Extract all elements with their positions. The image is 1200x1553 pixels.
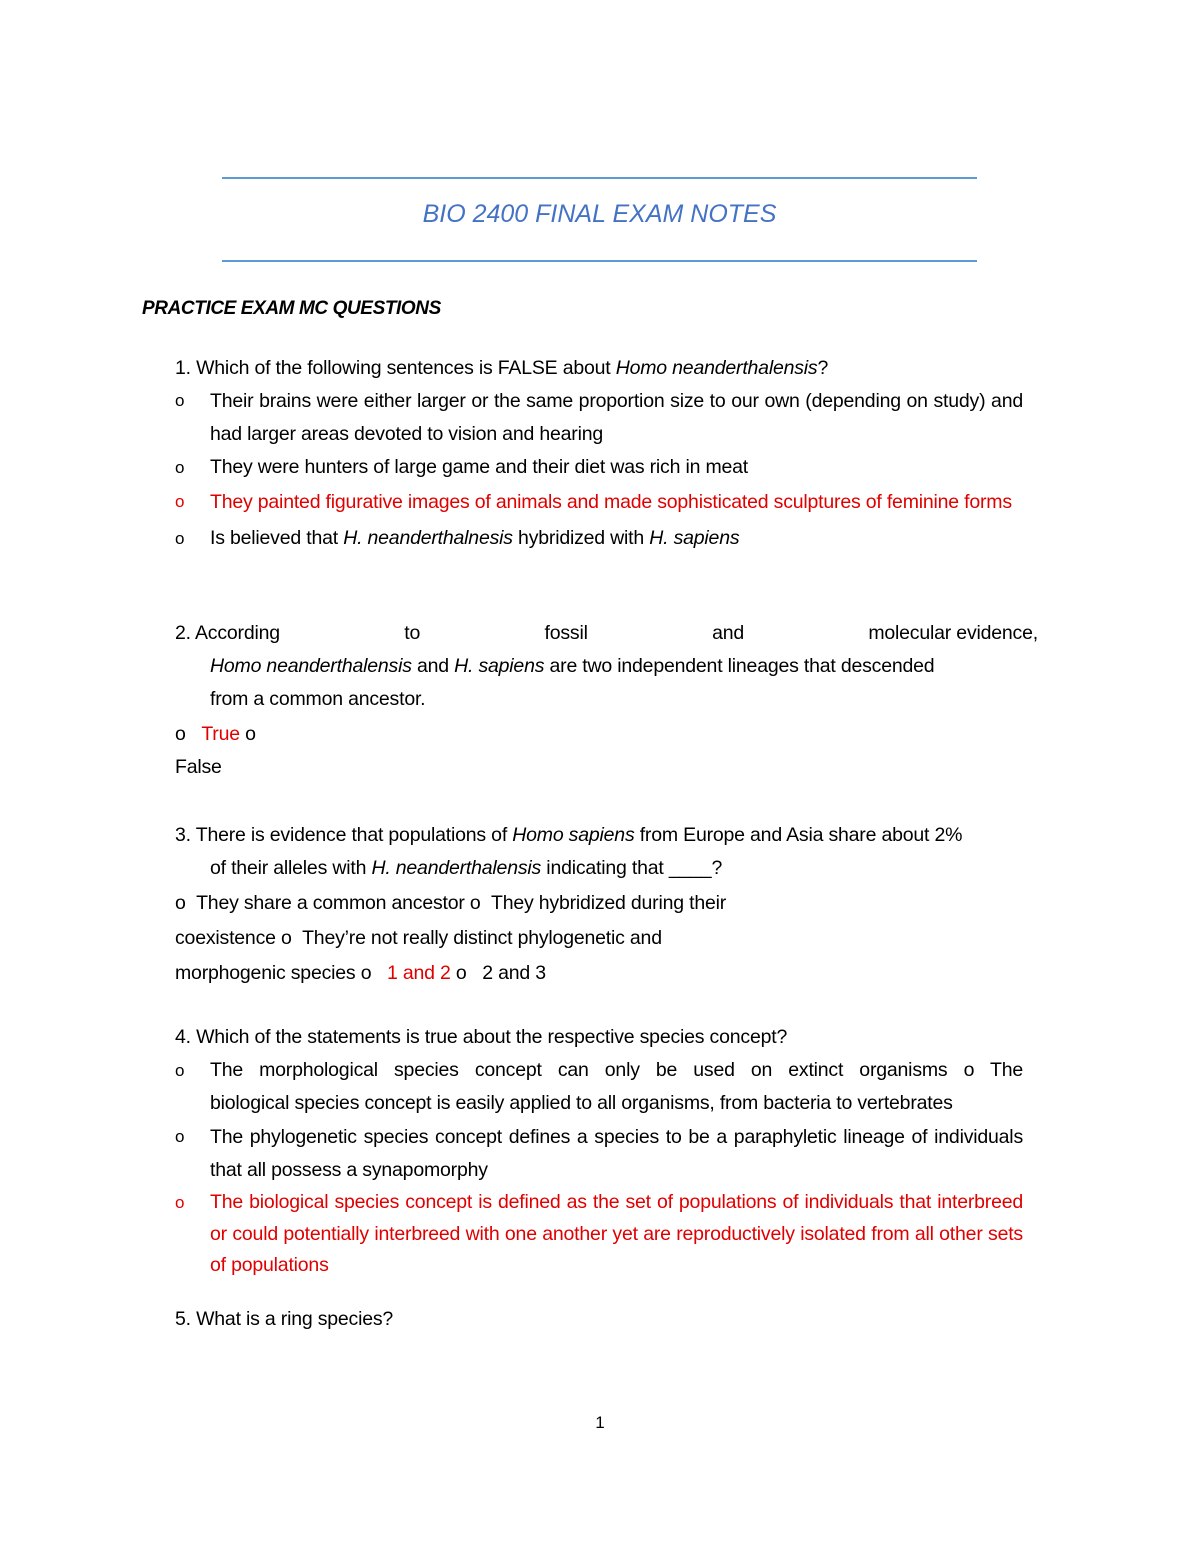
option-4d-correct	[175, 1187, 1023, 1282]
question-5	[175, 1303, 393, 1336]
species-name: Homo neanderthalensis	[210, 655, 412, 677]
stem-text: molecular evidence,	[868, 622, 1038, 644]
bullet-icon: o	[469, 892, 481, 914]
question-4-stem: 4. Which of the statements is true about the respective species concept?	[175, 1026, 788, 1048]
option-text: biological species concept is easily applied to all organisms, from bacteria to vertebrates	[210, 1092, 953, 1114]
option-text: The biological species concept is defined as the set of populations of individuals that interbreed or could potentially interbreed with one another yet are reproductively isolated from all other sets of populations	[210, 1191, 1023, 1276]
stem-text: and	[712, 622, 744, 644]
stem-text: from Europe and Asia share about 2%	[634, 824, 963, 846]
option-1b	[175, 451, 1023, 484]
option-text: They painted figurative images of animals and made sophisticated sculptures of feminine forms	[210, 491, 1012, 513]
option-1d	[175, 522, 1023, 555]
bullet-icon: o	[281, 927, 292, 949]
question-3-options-line-2	[175, 922, 962, 955]
question-4	[175, 1021, 1023, 1282]
bullet-icon: o	[175, 1061, 185, 1080]
question-3-options-line-3	[175, 957, 962, 990]
option-text: They were hunters of large game and their diet was rich in meat	[210, 456, 749, 478]
title-top-rule	[222, 177, 977, 179]
stem-text: are two independent lineages that descended	[544, 655, 935, 677]
bullet-icon: o	[245, 723, 256, 745]
option-text: hybridized with	[512, 526, 650, 549]
bullet-icon: o	[175, 1127, 185, 1146]
page-number: 1	[595, 1413, 605, 1432]
stem-text: of their alleles with	[210, 857, 372, 879]
option-text: They hybridized during their	[491, 892, 727, 914]
question-2-options	[175, 718, 1038, 751]
document-title: BIO 2400 FINAL EXAM NOTES	[422, 200, 777, 228]
bullet-icon: o	[963, 1059, 975, 1081]
stem-text: fossil	[544, 622, 588, 644]
species-name: H. neanderthalnesis	[343, 526, 513, 549]
question-3-options-line-1	[175, 887, 962, 920]
question-1-stem	[175, 352, 1023, 385]
bullet-icon: o	[175, 458, 185, 477]
species-name: Homo sapiens	[512, 824, 635, 846]
bullet-icon: o	[175, 723, 186, 745]
option-text: They’re not really distinct phylogenetic and	[302, 927, 662, 949]
option-text: The morphological species concept can only be used on extinct organisms	[210, 1059, 948, 1081]
question-5-stem: 5. What is a ring species?	[175, 1308, 394, 1330]
bullet-icon: o	[360, 962, 372, 984]
question-1	[175, 352, 1023, 555]
question-3	[175, 819, 962, 990]
question-3-stem-line-2	[175, 852, 962, 885]
option-true-correct: True	[201, 723, 240, 745]
option-4b	[175, 1087, 1023, 1120]
option-text: They share a common ancestor	[196, 892, 465, 914]
stem-text: ?	[817, 357, 829, 379]
option-text: Is believed that	[210, 526, 344, 549]
bullet-icon: o	[175, 492, 185, 511]
question-2-stem	[175, 617, 1038, 650]
bullet-icon: o	[455, 962, 467, 984]
question-3-stem	[175, 819, 962, 852]
species-name: H. sapiens	[454, 655, 545, 677]
title-bottom-rule	[222, 260, 977, 262]
stem-text: and	[411, 655, 455, 677]
option-text: morphogenic species	[175, 962, 356, 984]
option-correct: 1 and 2	[387, 962, 451, 984]
option-text: The	[990, 1059, 1024, 1081]
option-4c	[175, 1121, 1023, 1186]
bullet-icon: o	[175, 1193, 185, 1212]
stem-text: to	[404, 622, 421, 644]
option-false: False	[175, 756, 222, 778]
species-name: Homo neanderthalensis	[615, 357, 818, 379]
bullet-icon: o	[175, 892, 186, 914]
question-2-stem-line-2	[175, 650, 1038, 683]
species-name: H. sapiens	[649, 526, 740, 549]
species-name: H. neanderthalensis	[371, 857, 542, 879]
option-text: 2 and 3	[482, 962, 546, 984]
stem-text: 1. Which of the following sentences is FALSE about	[175, 357, 616, 379]
stem-text: indicating that ____?	[541, 857, 723, 879]
question-2	[175, 617, 1038, 784]
option-4a	[175, 1054, 1023, 1087]
stem-text: 2. According	[175, 622, 280, 644]
option-text: coexistence	[175, 927, 276, 949]
option-text: Their brains were either larger or the same proportion size to our own (depending on study) and had larger areas devoted to vision and hearing	[210, 390, 1023, 445]
option-text-line	[210, 1054, 1023, 1087]
bullet-icon: o	[175, 528, 185, 548]
stem-text: 3. There is evidence that populations of	[175, 824, 513, 846]
bullet-icon: o	[175, 391, 185, 410]
option-1c-correct	[175, 486, 1023, 519]
question-2-stem-line-3: from a common ancestor.	[210, 688, 426, 710]
section-heading: PRACTICE EXAM MC QUESTIONS	[142, 298, 441, 319]
option-text: The phylogenetic species concept defines a species to be a paraphyletic lineage of individuals that all possess a synapomorphy	[210, 1126, 1023, 1181]
option-1a	[175, 385, 1023, 450]
